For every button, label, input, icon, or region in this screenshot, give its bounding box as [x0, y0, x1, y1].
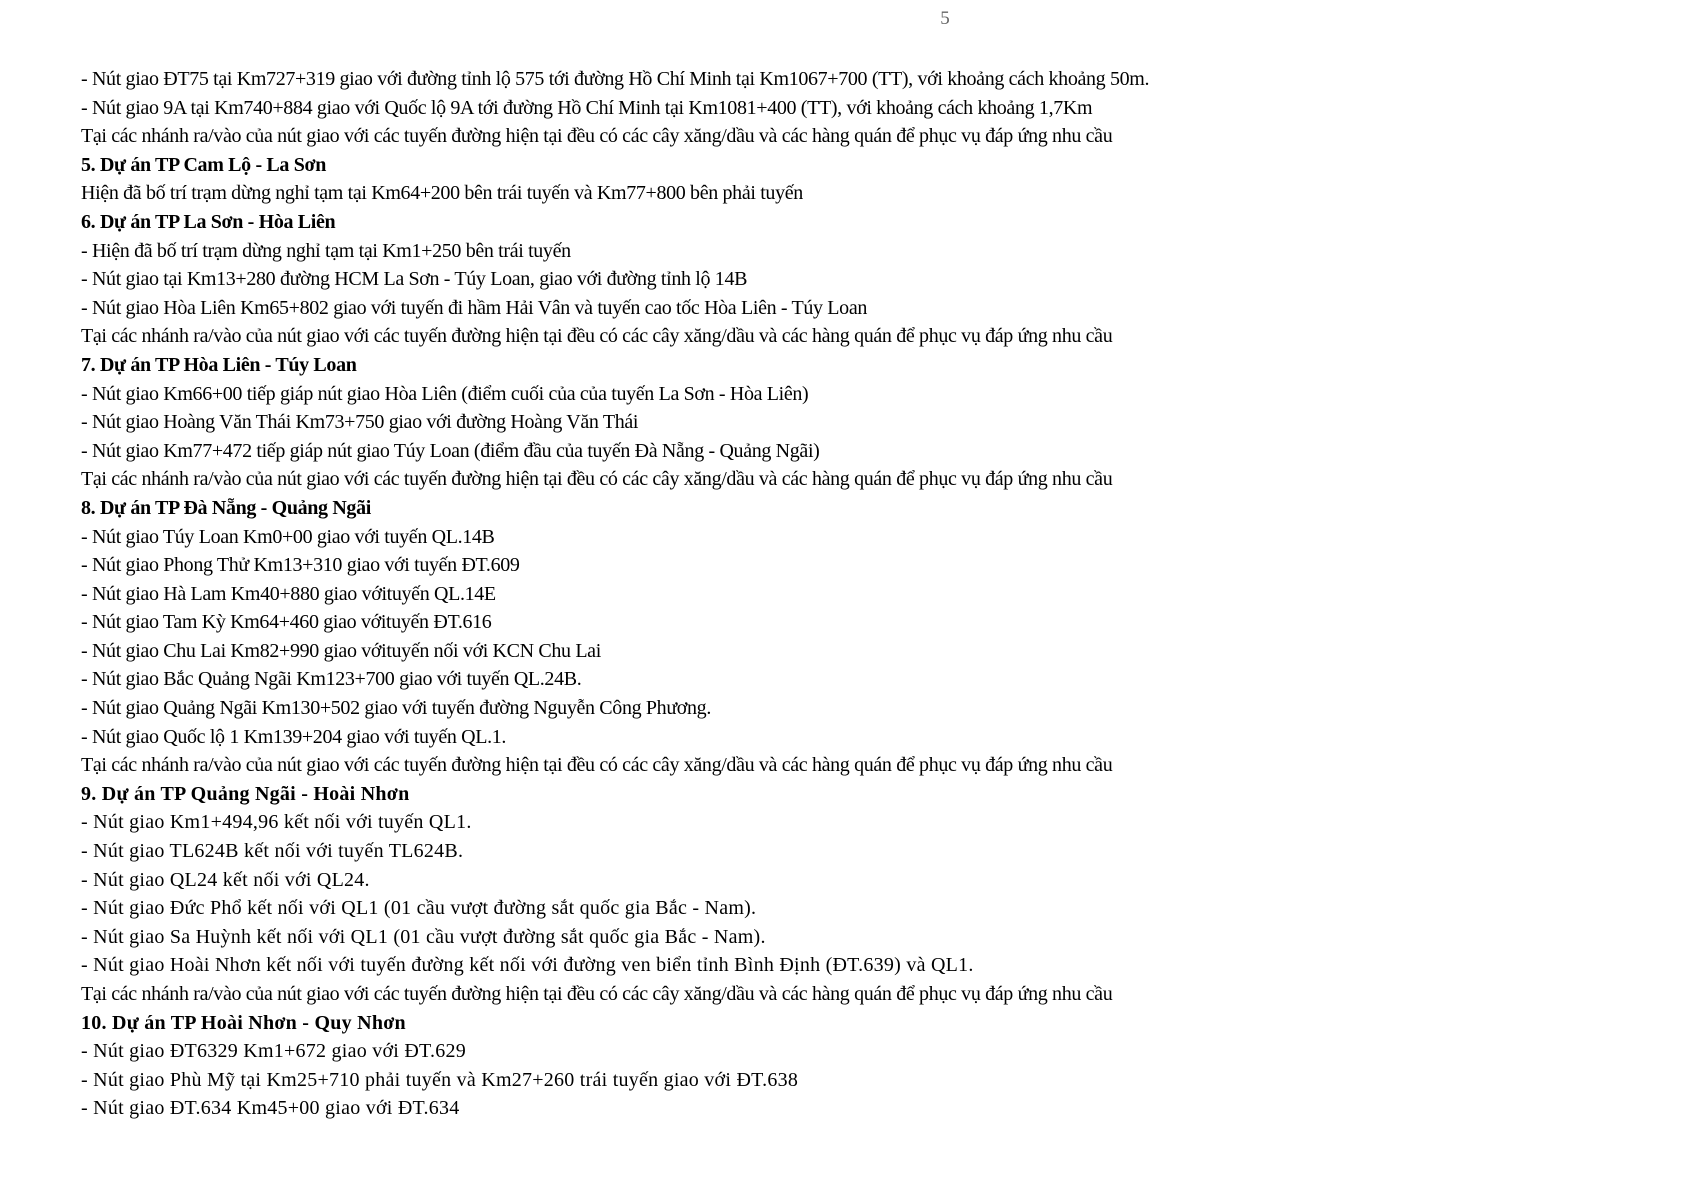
- text-line: Tại các nhánh ra/vào của nút giao với các tuyến đường hiện tại đều có các cây xăng/dầu và các hàng quán để phục vụ đáp ứng nhu cầu: [81, 754, 1113, 777]
- text-line: - Nút giao Hoài Nhơn kết nối với tuyến đường kết nối với đường ven biển tỉnh Bình Định (ĐT.639) và QL1.: [81, 954, 974, 977]
- text-line: - Nút giao ĐT.634 Km45+00 giao với ĐT.634: [81, 1097, 460, 1120]
- text-line: - Nút giao Sa Huỳnh kết nối với QL1 (01 cầu vượt đường sắt quốc gia Bắc - Nam).: [81, 925, 766, 948]
- text-line: Tại các nhánh ra/vào của nút giao với các tuyến đường hiện tại đều có các cây xăng/dầu và các hàng quán để phục vụ đáp ứng nhu cầu: [81, 125, 1113, 148]
- section-heading: 7. Dự án TP Hòa Liên - Túy Loan: [81, 353, 357, 376]
- text-line: - Nút giao QL24 kết nối với QL24.: [81, 868, 370, 891]
- text-line: - Nút giao Đức Phổ kết nối với QL1 (01 cầu vượt đường sắt quốc gia Bắc - Nam).: [81, 897, 757, 920]
- text-line: Tại các nhánh ra/vào của nút giao với các tuyến đường hiện tại đều có các cây xăng/dầu và các hàng quán để phục vụ đáp ứng nhu cầu: [81, 325, 1113, 348]
- text-line: - Nút giao Hà Lam Km40+880 giao vớituyến QL.14E: [81, 582, 496, 605]
- text-line: - Nút giao ĐT6329 Km1+672 giao với ĐT.629: [81, 1040, 467, 1063]
- text-line: - Nút giao Km66+00 tiếp giáp nút giao Hòa Liên (điểm cuối của của tuyến La Sơn - Hòa Liên): [81, 382, 809, 405]
- section-heading: 8. Dự án TP Đà Nẵng - Quảng Ngãi: [81, 496, 371, 519]
- text-line: - Nút giao tại Km13+280 đường HCM La Sơn - Túy Loan, giao với đường tỉnh lộ 14B: [81, 268, 748, 291]
- text-line: - Nút giao Hoàng Văn Thái Km73+750 giao với đường Hoàng Văn Thái: [81, 411, 639, 434]
- text-line: - Nút giao Hòa Liên Km65+802 giao với tuyến đi hầm Hải Vân và tuyến cao tốc Hòa Liên - Túy Loan: [81, 296, 867, 319]
- text-line: Tại các nhánh ra/vào của nút giao với các tuyến đường hiện tại đều có các cây xăng/dầu và các hàng quán để phục vụ đáp ứng nhu cầu: [81, 983, 1113, 1005]
- section-heading: 10. Dự án TP Hoài Nhơn - Quy Nhơn: [81, 1011, 406, 1034]
- text-line: - Hiện đã bố trí trạm dừng nghỉ tạm tại Km1+250 bên trái tuyến: [81, 239, 571, 262]
- text-line: - Nút giao ĐT75 tại Km727+319 giao với đường tỉnh lộ 575 tới đường Hồ Chí Minh tại Km1067+700 (TT), với khoảng cách khoảng 50m.: [81, 68, 1150, 90]
- section-heading: 9. Dự án TP Quảng Ngãi - Hoài Nhơn: [81, 782, 410, 805]
- section-heading: 5. Dự án TP Cam Lộ - La Sơn: [81, 153, 326, 176]
- text-line: - Nút giao Tam Kỳ Km64+460 giao vớituyến ĐT.616: [81, 611, 492, 634]
- text-line: - Nút giao Quốc lộ 1 Km139+204 giao với tuyến QL.1.: [81, 725, 507, 748]
- text-line: - Nút giao Km77+472 tiếp giáp nút giao Túy Loan (điểm đầu của tuyến Đà Nẵng - Quảng Ngãi): [81, 439, 820, 462]
- text-line: Hiện đã bố trí trạm dừng nghỉ tạm tại Km64+200 bên trái tuyến và Km77+800 bên phải tuyến: [81, 182, 803, 205]
- text-line: - Nút giao Chu Lai Km82+990 giao vớituyến nối với KCN Chu Lai: [81, 639, 601, 662]
- text-line: - Nút giao Phù Mỹ tại Km25+710 phải tuyến và Km27+260 trái tuyến giao với ĐT.638: [81, 1068, 799, 1091]
- text-line: - Nút giao Túy Loan Km0+00 giao với tuyến QL.14B: [81, 525, 495, 548]
- text-line: - Nút giao Quảng Ngãi Km130+502 giao với tuyến đường Nguyễn Công Phương.: [81, 697, 711, 720]
- text-line: - Nút giao 9A tại Km740+884 giao với Quốc lộ 9A tới đường Hồ Chí Minh tại Km1081+400 (TT), với khoảng cách khoảng 1,7Km: [81, 96, 1093, 119]
- text-line: Tại các nhánh ra/vào của nút giao với các tuyến đường hiện tại đều có các cây xăng/dầu và các hàng quán để phục vụ đáp ứng nhu cầu: [81, 468, 1113, 491]
- page-number: 5: [940, 8, 950, 29]
- text-line: - Nút giao Bắc Quảng Ngãi Km123+700 giao với tuyến QL.24B.: [81, 668, 582, 691]
- document-body: [81, 65, 1661, 1123]
- text-line: - Nút giao TL624B kết nối với tuyến TL624B.: [81, 840, 464, 863]
- section-heading: 6. Dự án TP La Sơn - Hòa Liên: [81, 210, 336, 233]
- text-line: - Nút giao Km1+494,96 kết nối với tuyến QL1.: [81, 811, 472, 834]
- text-line: - Nút giao Phong Thử Km13+310 giao với tuyến ĐT.609: [81, 554, 520, 577]
